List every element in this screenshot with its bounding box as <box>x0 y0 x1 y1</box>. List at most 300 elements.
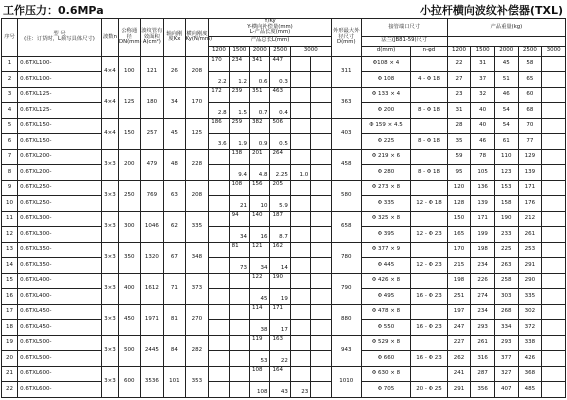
y-cell <box>270 351 290 367</box>
row-no: 18 <box>2 320 18 336</box>
weight-cell <box>542 118 566 134</box>
group-lateral: 353 <box>185 366 209 397</box>
y-cell <box>290 273 310 289</box>
row-model: 0.6TXL600- <box>18 382 102 398</box>
weight-cell <box>542 56 566 72</box>
weight-cell: 40 <box>471 118 495 134</box>
weight-cell: 27 <box>447 72 471 88</box>
pipe-n-cell <box>411 211 448 227</box>
pipe-n-cell <box>411 242 448 258</box>
y-cell <box>250 87 270 103</box>
y-cell <box>311 149 331 165</box>
weight-cell: 316 <box>471 351 495 367</box>
row-no: 1 <box>2 56 18 72</box>
group-dn: 150 <box>119 118 140 149</box>
table-row <box>2 273 566 289</box>
group-dn: 125 <box>119 87 140 118</box>
table-row <box>2 258 566 274</box>
weight-cell <box>542 335 566 351</box>
y-cell <box>229 165 249 181</box>
y-cell <box>209 366 229 382</box>
weight-cell: 153 <box>494 180 518 196</box>
y-value: 73 <box>240 265 248 272</box>
y-cell <box>290 134 310 150</box>
weight-cell: 302 <box>518 304 542 320</box>
y-cell <box>250 335 270 351</box>
y-value: 170 <box>211 56 222 63</box>
y-cell <box>250 134 270 150</box>
pipe-d-cell: Φ 529 × 8 <box>361 335 410 351</box>
weight-cell <box>542 211 566 227</box>
table-row <box>2 118 566 134</box>
y-cell <box>311 382 331 398</box>
weight-cell: 45 <box>494 56 518 72</box>
row-model: 0.6TXL200- <box>18 165 102 181</box>
group-axial: 48 <box>164 149 185 180</box>
row-model: 0.6TXL150- <box>18 134 102 150</box>
y-cell <box>270 134 290 150</box>
weight-cell: 46 <box>494 87 518 103</box>
table-row <box>2 366 566 382</box>
pipe-n-cell <box>411 149 448 165</box>
weight-cell: 32 <box>471 87 495 103</box>
pipe-d-cell: Φ 445 <box>361 258 410 274</box>
weight-cell: 51 <box>494 72 518 88</box>
y-cell <box>229 103 249 119</box>
group-area: 121 <box>140 56 164 87</box>
y-value: 138 <box>231 149 243 156</box>
table-row <box>2 227 566 243</box>
y-cell <box>250 165 270 181</box>
row-no: 10 <box>2 196 18 212</box>
group-max-diam: 780 <box>331 242 361 273</box>
pipe-n-cell: 16 - Φ 23 <box>411 289 448 305</box>
group-max-diam: 658 <box>331 211 361 242</box>
weight-cell: 139 <box>518 165 542 181</box>
weight-cell: 426 <box>518 351 542 367</box>
y-cell <box>270 72 290 88</box>
weight-cell: 40 <box>471 103 495 119</box>
group-dn: 300 <box>119 211 140 242</box>
y-cell <box>209 165 229 181</box>
y-value: 108 <box>231 180 243 187</box>
y-value: 1.5 <box>238 109 248 116</box>
group-max-diam: 1010 <box>331 366 361 397</box>
y-cell <box>250 180 270 196</box>
y-cell <box>290 366 310 382</box>
y-cell <box>270 258 290 274</box>
y-value: 162 <box>272 242 283 249</box>
y-cell <box>311 87 331 103</box>
group-waves: 3×3 <box>101 335 118 366</box>
group-dn: 450 <box>119 304 140 335</box>
y-value: 190 <box>272 273 283 280</box>
weight-cell: 139 <box>471 196 495 212</box>
y-cell <box>290 351 310 367</box>
table-row <box>2 196 566 212</box>
row-no: 19 <box>2 335 18 351</box>
group-lateral: 170 <box>185 87 209 118</box>
y-cell <box>209 56 229 72</box>
group-waves: 3×3 <box>101 149 118 180</box>
y-cell <box>229 211 249 227</box>
table-row <box>2 165 566 181</box>
y-cell <box>229 320 249 336</box>
row-no: 7 <box>2 149 18 165</box>
weight-cell: 215 <box>447 258 471 274</box>
col-model <box>18 19 102 57</box>
wt-2500: 2500 <box>518 46 542 56</box>
pipe-n-cell: 12 - Φ 23 <box>411 227 448 243</box>
row-no: 16 <box>2 289 18 305</box>
col-dn: 公称通径DN(mm) <box>119 19 140 57</box>
group-dn: 100 <box>119 56 140 87</box>
weight-cell: 377 <box>494 351 518 367</box>
y-cell <box>209 211 229 227</box>
group-waves: 3×3 <box>101 211 118 242</box>
y-cell <box>209 196 229 212</box>
weight-cell <box>542 258 566 274</box>
col-pipe-title: 接管端口尺寸 <box>361 19 447 37</box>
weight-cell: 158 <box>494 196 518 212</box>
pipe-n-cell: 8 - Φ 18 <box>411 165 448 181</box>
y-cell <box>250 211 270 227</box>
y-value: 19 <box>280 296 288 303</box>
weight-cell: 372 <box>518 320 542 336</box>
y-value: 81 <box>231 242 239 249</box>
weight-cell: 110 <box>494 149 518 165</box>
col-axial: 轴向刚度Kx <box>164 19 185 57</box>
weight-cell: 37 <box>471 72 495 88</box>
y-cell <box>311 211 331 227</box>
y-cell <box>270 335 290 351</box>
y-cell <box>270 227 290 243</box>
y-value: 122 <box>252 273 263 280</box>
pipe-n-cell: 8 - Φ 18 <box>411 134 448 150</box>
group-max-diam: 403 <box>331 118 361 149</box>
weight-cell <box>542 149 566 165</box>
weight-cell: 23 <box>447 87 471 103</box>
weight-cell: 128 <box>447 196 471 212</box>
group-axial: 45 <box>164 118 185 149</box>
group-waves: 4×4 <box>101 56 118 87</box>
group-area: 257 <box>140 118 164 149</box>
y-cell <box>209 273 229 289</box>
weight-cell: 407 <box>494 382 518 398</box>
y-value: 1.9 <box>238 140 248 147</box>
table-row <box>2 56 566 72</box>
weight-cell: 78 <box>471 149 495 165</box>
y-value: 34 <box>240 234 248 241</box>
y-value: 121 <box>252 242 263 249</box>
y-value: 53 <box>260 358 268 365</box>
weight-cell: 356 <box>471 382 495 398</box>
len-2500: 2500 <box>270 46 290 56</box>
wt-1200: 1200 <box>447 46 471 56</box>
y-value: 0.7 <box>258 109 268 116</box>
weight-cell: 261 <box>518 227 542 243</box>
y-value: 21 <box>240 203 248 210</box>
group-lateral: 208 <box>185 56 209 87</box>
weight-cell: 368 <box>518 366 542 382</box>
weight-cell: 287 <box>471 366 495 382</box>
weight-cell <box>542 351 566 367</box>
row-model: 0.6TXL125- <box>18 87 102 103</box>
y-value: 1.2 <box>238 78 248 85</box>
group-waves: 3×3 <box>101 180 118 211</box>
row-no: 3 <box>2 87 18 103</box>
weight-cell: 129 <box>518 149 542 165</box>
group-area: 1046 <box>140 211 164 242</box>
weight-cell: 170 <box>447 242 471 258</box>
weight-cell: 303 <box>494 289 518 305</box>
y-cell <box>270 242 290 258</box>
pipe-d-cell: Φ 395 <box>361 227 410 243</box>
weight-cell: 68 <box>518 103 542 119</box>
y-value: 0.9 <box>258 140 268 147</box>
row-no: 4 <box>2 103 18 119</box>
y-cell <box>311 72 331 88</box>
wt-3000: 3000 <box>542 46 566 56</box>
y-cell <box>290 258 310 274</box>
y-cell <box>290 180 310 196</box>
col-lateral: 横向刚度Ky(N/mm) <box>185 19 209 57</box>
y-value: 463 <box>272 87 283 94</box>
weight-cell: 258 <box>494 273 518 289</box>
y-cell <box>209 72 229 88</box>
y-cell <box>229 258 249 274</box>
row-no: 11 <box>2 211 18 227</box>
y-cell <box>290 304 310 320</box>
row-model: 0.6TXL350- <box>18 258 102 274</box>
weight-cell <box>542 196 566 212</box>
y-cell <box>270 180 290 196</box>
y-cell <box>209 351 229 367</box>
pipe-n-cell: 16 - Φ 23 <box>411 320 448 336</box>
table-row <box>2 149 566 165</box>
y-cell <box>229 335 249 351</box>
y-value: 3.6 <box>217 140 227 147</box>
row-model: 0.6TXL400- <box>18 273 102 289</box>
pipe-n-cell: 8 - Φ 18 <box>411 103 448 119</box>
weight-cell <box>542 103 566 119</box>
group-waves: 3×3 <box>101 273 118 304</box>
weight-cell: 253 <box>518 242 542 258</box>
pipe-d-cell: Φ 273 × 8 <box>361 180 410 196</box>
y-value: 10 <box>260 203 268 210</box>
table-row <box>2 72 566 88</box>
weight-cell: 212 <box>518 211 542 227</box>
y-cell <box>229 180 249 196</box>
y-cell <box>209 335 229 351</box>
y-cell <box>290 103 310 119</box>
y-cell <box>290 211 310 227</box>
row-no: 21 <box>2 366 18 382</box>
weight-cell: 291 <box>518 258 542 274</box>
y-value: 447 <box>272 56 283 63</box>
y-value: 23 <box>301 389 309 396</box>
y-cell <box>290 72 310 88</box>
group-dn: 500 <box>119 335 140 366</box>
table-row <box>2 180 566 196</box>
pipe-n-cell <box>411 87 448 103</box>
y-cell <box>290 196 310 212</box>
weight-cell: 60 <box>518 87 542 103</box>
weight-cell: 120 <box>447 180 471 196</box>
len-2000: 2000 <box>250 46 270 56</box>
group-area: 1612 <box>140 273 164 304</box>
y-cell <box>250 351 270 367</box>
row-no: 9 <box>2 180 18 196</box>
pipe-n-cell <box>411 56 448 72</box>
weight-cell: 262 <box>447 351 471 367</box>
weight-cell: 22 <box>447 56 471 72</box>
row-model: 0.6TXL250- <box>18 196 102 212</box>
row-no: 17 <box>2 304 18 320</box>
y-cell <box>290 335 310 351</box>
weight-cell: 338 <box>518 335 542 351</box>
y-value: 351 <box>252 87 263 94</box>
wt-2000: 2000 <box>494 46 518 56</box>
weight-cell: 54 <box>494 118 518 134</box>
group-lateral: 282 <box>185 335 209 366</box>
y-cell <box>229 227 249 243</box>
col-no: 序号 <box>2 19 18 57</box>
row-model: 0.6TXL300- <box>18 211 102 227</box>
y-value: 187 <box>272 211 283 218</box>
table-row <box>2 134 566 150</box>
y-cell <box>250 242 270 258</box>
y-cell <box>311 289 331 305</box>
pipe-n-cell <box>411 366 448 382</box>
weight-cell: 65 <box>518 72 542 88</box>
weight-cell <box>542 382 566 398</box>
group-max-diam: 880 <box>331 304 361 335</box>
y-value: 171 <box>272 304 283 311</box>
y-cell <box>209 149 229 165</box>
group-dn: 400 <box>119 273 140 304</box>
y-value: 114 <box>252 304 263 311</box>
y-value: 205 <box>272 180 283 187</box>
y-cell <box>209 103 229 119</box>
pipe-n-cell <box>411 335 448 351</box>
y-value: 22 <box>280 358 288 365</box>
pipe-d-cell: Φ 335 <box>361 196 410 212</box>
y-cell <box>250 258 270 274</box>
group-lateral: 270 <box>185 304 209 335</box>
y-value: 0.5 <box>279 140 288 147</box>
pipe-d-cell: Φ 159 × 4.5 <box>361 118 410 134</box>
pipe-d-cell: Φ 219 × 6 <box>361 149 410 165</box>
group-lateral: 125 <box>185 118 209 149</box>
y-value: 264 <box>272 149 283 156</box>
group-dn: 350 <box>119 242 140 273</box>
pipe-n-cell: 12 - Φ 23 <box>411 258 448 274</box>
row-no: 5 <box>2 118 18 134</box>
weight-cell: 251 <box>447 289 471 305</box>
y-cell <box>270 118 290 134</box>
y-cell <box>229 289 249 305</box>
weight-cell: 150 <box>447 211 471 227</box>
y-cell <box>250 320 270 336</box>
pipe-d-cell: Φ 630 × 8 <box>361 366 410 382</box>
pipe-d-cell: Φ 478 × 8 <box>361 304 410 320</box>
group-max-diam: 363 <box>331 87 361 118</box>
weight-cell: 58 <box>518 56 542 72</box>
y-cell <box>290 382 310 398</box>
table-row <box>2 382 566 398</box>
y-cell <box>290 149 310 165</box>
y-cell <box>209 227 229 243</box>
row-no: 6 <box>2 134 18 150</box>
weight-cell: 290 <box>518 273 542 289</box>
weight-cell: 263 <box>494 258 518 274</box>
y-cell <box>311 56 331 72</box>
weight-cell: 241 <box>447 366 471 382</box>
y-cell <box>209 242 229 258</box>
y-cell <box>311 118 331 134</box>
y-value: 164 <box>272 366 283 373</box>
pipe-n-cell: 20 - Φ 25 <box>411 382 448 398</box>
weight-cell: 225 <box>494 242 518 258</box>
weight-cell: 198 <box>447 273 471 289</box>
y-cell <box>229 87 249 103</box>
row-model: 0.6TXL300- <box>18 227 102 243</box>
y-cell <box>250 227 270 243</box>
len-3000: 3000 <box>290 46 331 56</box>
weight-cell: 31 <box>447 103 471 119</box>
table-row <box>2 289 566 305</box>
y-cell <box>270 273 290 289</box>
pipe-d-cell: Φ108 × 4 <box>361 56 410 72</box>
group-waves: 3×3 <box>101 366 118 397</box>
weight-cell: 234 <box>471 304 495 320</box>
y-cell <box>290 56 310 72</box>
group-waves: 3×3 <box>101 304 118 335</box>
table-row <box>2 335 566 351</box>
row-model: 0.6TXL400- <box>18 289 102 305</box>
len-1200: 1200 <box>209 46 229 56</box>
table-row <box>2 87 566 103</box>
y-cell <box>311 304 331 320</box>
table-row <box>2 304 566 320</box>
pipe-d: d(mm) <box>361 46 410 56</box>
y-cell <box>229 196 249 212</box>
y-cell <box>229 134 249 150</box>
group-axial: 81 <box>164 304 185 335</box>
y-cell <box>270 289 290 305</box>
y-value: 163 <box>272 335 283 342</box>
row-no: 13 <box>2 242 18 258</box>
y-cell <box>250 366 270 382</box>
y-cell <box>270 56 290 72</box>
y-value: 1.0 <box>299 172 309 178</box>
group-max-diam: 943 <box>331 335 361 366</box>
y-cell <box>270 149 290 165</box>
col-max-diam: 外形最大外径尺寸D(mm) <box>331 19 361 57</box>
weight-cell: 291 <box>447 382 471 398</box>
y-cell <box>209 87 229 103</box>
weight-cell <box>542 366 566 382</box>
row-no: 20 <box>2 351 18 367</box>
weight-cell <box>542 165 566 181</box>
group-area: 3536 <box>140 366 164 397</box>
group-max-diam: 580 <box>331 180 361 211</box>
y-cell <box>209 289 229 305</box>
y-cell <box>229 242 249 258</box>
weight-cell: 28 <box>447 118 471 134</box>
group-dn: 200 <box>119 149 140 180</box>
